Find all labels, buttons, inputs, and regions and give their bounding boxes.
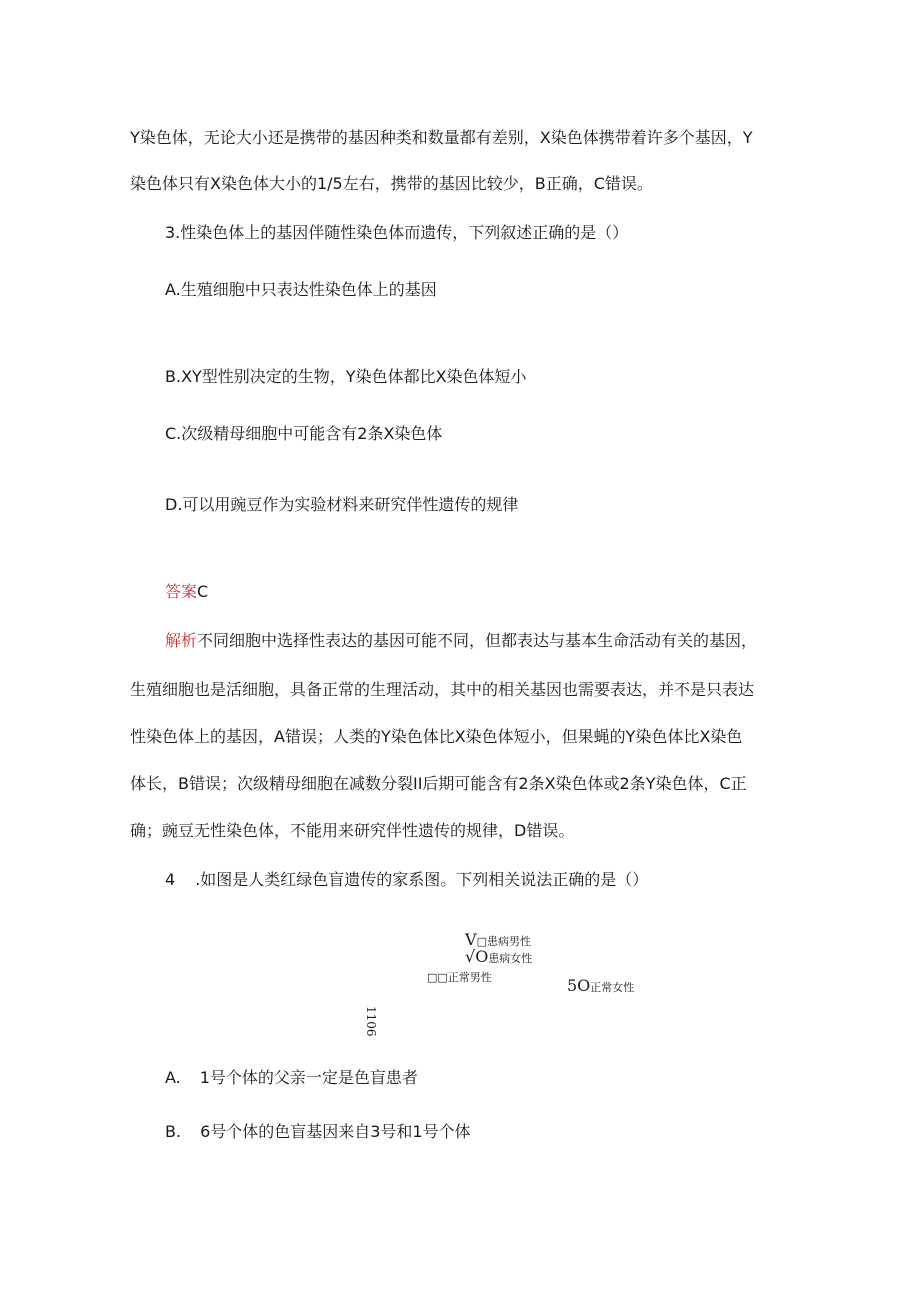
answer-value: C [197, 582, 209, 601]
option-letter: B. [165, 1122, 182, 1141]
legend-normal-male [427, 966, 492, 985]
answer-line [165, 581, 208, 603]
legend-affected-female [465, 947, 532, 966]
analysis-line: 生殖细胞也是活细胞，具备正常的生理活动，其中的相关基因也需要表达，并不是只表达 [130, 680, 755, 699]
analysis-text: 不同细胞中选择性表达的基因可能不同，但都表达与基本生命活动有关的基因， [197, 631, 758, 650]
option-letter: A. [165, 1068, 181, 1087]
legend-label: □□正常男性 [427, 971, 492, 984]
analysis-line: 体长，B错误；次级精母细胞在减数分裂II后期可能含有2条X染色体或2条Y染色体，C正 [130, 774, 747, 793]
analysis-line: 性染色体上的基因，A错误；人类的Y染色体比X染色体短小，但果蝇的Y染色体比X染色 [130, 727, 743, 746]
analysis-line [165, 630, 757, 652]
question-3-option-c: C.次级精母细胞中可能含有2条X染色体 [165, 424, 443, 443]
legend-mark: 5O [567, 976, 591, 995]
question-4-text: .如图是人类红绿色盲遗传的家系图。下列相关说法正确的是（） [195, 870, 649, 889]
analysis-label: 解析 [165, 631, 198, 650]
question-3-option-d: D.可以用豌豆作为实验材料来研究伴性遗传的规律 [165, 495, 519, 514]
question-3-option-b: B.XY型性别决定的生物，Y染色体都比X染色体短小 [165, 367, 527, 386]
question-4-option-a [165, 1067, 418, 1089]
legend-mark: √O [465, 947, 489, 966]
question-3-stem: 3.性染色体上的基因伴随性染色体而遗传，下列叙述正确的是（） [165, 223, 629, 242]
legend-mark: V [465, 930, 477, 949]
legend-normal-female [567, 976, 634, 995]
paragraph-line: 染色体只有X染色体大小的1/5左右，携带的基因比较少，B正确，C错误。 [130, 174, 653, 193]
legend-label: 正常女性 [590, 981, 635, 994]
question-4-stem [165, 869, 648, 891]
question-4-number: 4 [165, 870, 176, 889]
legend-label: □患病男性 [476, 935, 531, 948]
option-text: 6号个体的色盲基因来自3号和1号个体 [200, 1122, 471, 1141]
paragraph-line: Y染色体，无论大小还是携带的基因种类和数量都有差别，X染色体携带着许多个基因，Y [130, 128, 753, 147]
analysis-line: 确；豌豆无性染色体，不能用来研究伴性遗传的规律，D错误。 [130, 821, 575, 840]
pedigree-rotated-label: 1106 [364, 1006, 378, 1037]
option-text: 1号个体的父亲一定是色盲患者 [199, 1068, 418, 1087]
legend-label: 患病女性 [488, 952, 533, 965]
question-3-option-a: A.生殖细胞中只表达性染色体上的基因 [165, 280, 437, 299]
answer-label: 答案 [165, 582, 198, 601]
question-4-option-b [165, 1121, 471, 1143]
